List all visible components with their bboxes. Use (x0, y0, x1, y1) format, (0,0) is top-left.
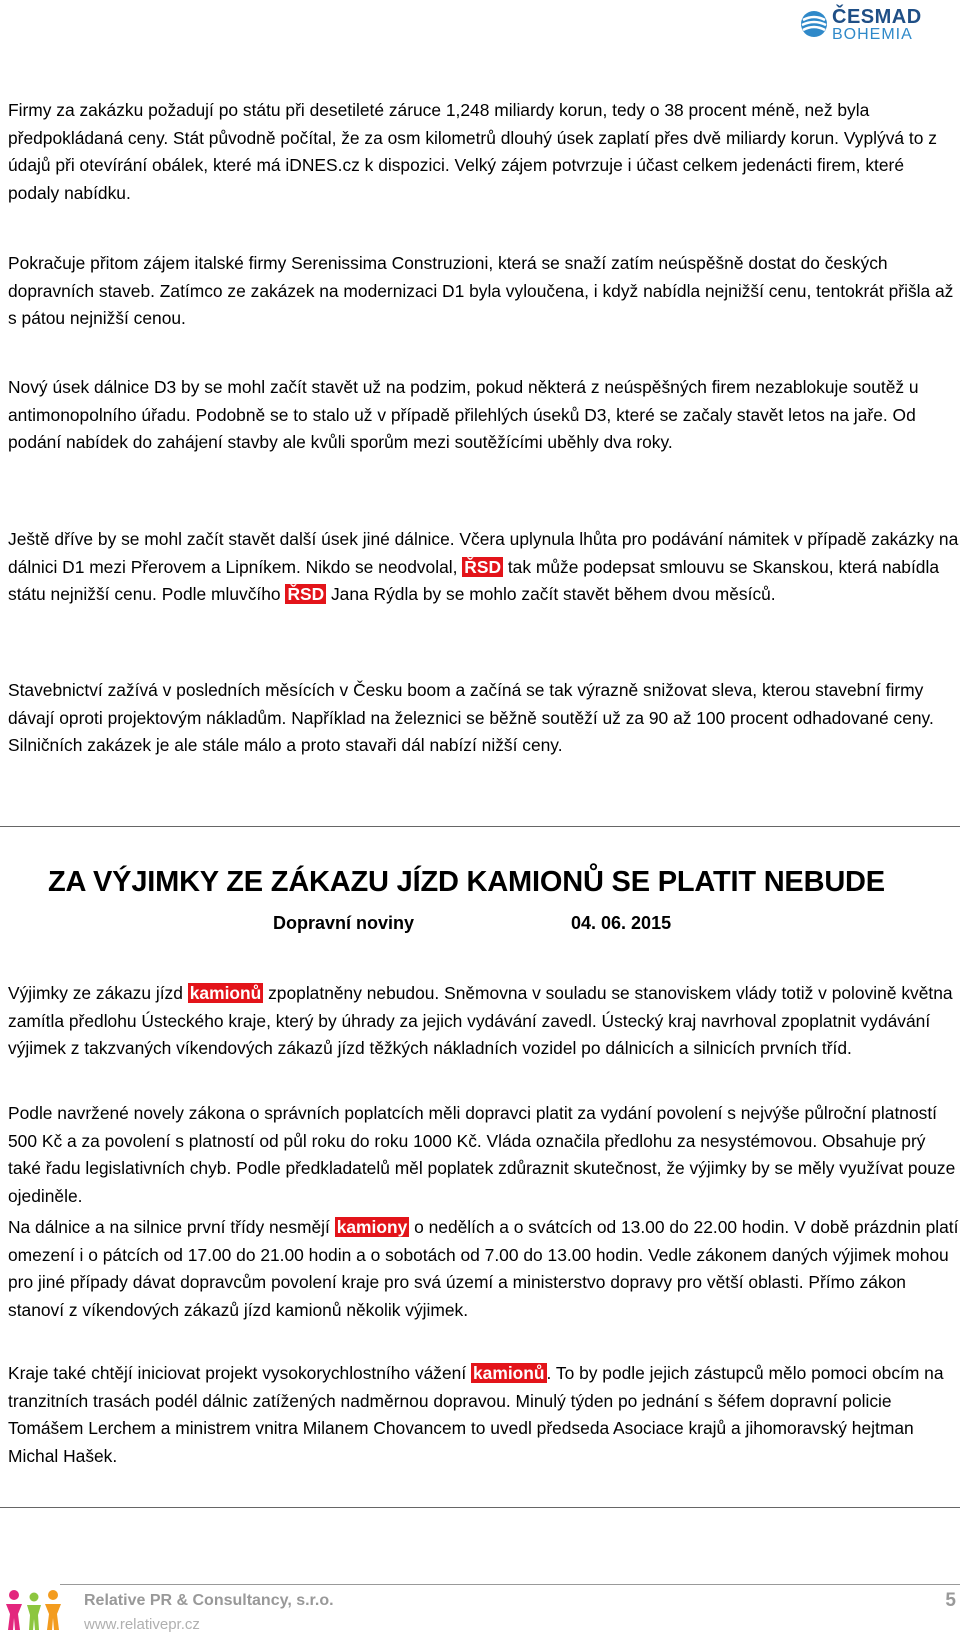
section-divider (0, 1507, 960, 1508)
highlight-rsd: ŘSD (464, 556, 502, 577)
article1-paragraph-2: Pokračuje přitom zájem italské firmy Serenissima Construzioni, která se snaží zatím neúspěšně dostat do českých dopravních staveb. Zatímco ze zakázek na modernizaci D1 byla vyloučena, i když nabídla nejnižší cenu, tentokrát přišla až s pátou nejnižší cenou. (8, 253, 954, 328)
article2-source: Dopravní noviny (273, 913, 415, 933)
logo-name: ČESMAD (832, 6, 922, 28)
globe-icon (800, 10, 828, 38)
article2-date: 04. 06. 2015 (571, 913, 672, 933)
article2-paragraph-2: Podle navržené novely zákona o správních poplatcích měli dopravci platit za vydání povolení s nejvýše půlroční platností 500 Kč a za povolení s platností od půl roku do roku 1000 Kč. Vláda označila předlohu za nesystémovou. Obsahuje prý také řadu legislativních chyb. Podle předkladatelů měl poplatek zdůraznit skutečnost, že výjimky by se měly využívat pouze ojediněle. (8, 1103, 956, 1206)
article2-paragraph-1 (8, 980, 960, 1063)
paragraph-text: Kraje také chtějí iniciovat projekt vysokorychlostního vážení (8, 1363, 472, 1383)
paragraph-text: Na dálnice a na silnice první třídy nesmějí (8, 1217, 335, 1237)
paragraph-text: Jana Rýdla by se mohlo začít stavět během dvou měsíců. (326, 584, 776, 604)
article1-paragraph-4 (8, 526, 960, 609)
article1-paragraph-1: Firmy za zakázku požadují po státu při desetileté záruce 1,248 miliardy korun, tedy o 38 procent méně, než byla předpokládaná ceny. Stát původně počítal, že za osm kilometrů dlouhý úsek zaplatí přes dvě miliardy korun. Vyplývá to z údajů při otevírání obálek, které má iDNES.cz k dispozici. Velký zájem potvrzuje i účast celkem jedenácti firem, které podaly nabídku. (8, 100, 937, 203)
page-number: 5 (945, 1590, 956, 1611)
article1-paragraph-5: Stavebnictví zažívá v posledních měsících v Česku boom a začíná se tak výrazně snižovat sleva, kterou stavební firmy dávají oproti projektovým nákladům. Například na železnici se běžně soutěží už za 90 až 100 procent odhadované ceny. Silničních zakázek je ale stále málo a proto stavaři dál nabízí nižší ceny. (8, 680, 934, 755)
paragraph-text: Ještě dříve by se mohl začít stavět další úsek jiné dálnice. Včera uplynula lhůta pro podávání námitek v případě zakázky na dálnici D1 mezi Přerovem a Lipníkem. Nikdo se neodvolal, (8, 529, 959, 577)
highlight-kamionu: kamionů (473, 1363, 545, 1383)
footer-company: Relative PR & Consultancy, s.r.o. (84, 1592, 334, 1609)
paragraph-text: . To by podle jejich zástupců mělo pomoci obcím na tranzitních trasách podél dálnic zatížených nadměrnou dopravou. Minulý týden po jednání s šéfem dopravní policie Tomášem Lerchem a ministrem vnitra Milanem Chovancem to uvedl předseda Asociace krajů a jihomoravský hejtman Michal Hašek. (8, 1363, 944, 1466)
section-divider (0, 826, 960, 827)
article1-paragraph-3: Nový úsek dálnice D3 by se mohl začít stavět už na podzim, pokud některá z neúspěšných firem nezablokuje soutěž u antimonopolního úřadu. Podobně se to stalo už v případě přilehlých úseků D3, které se začaly stavět letos na jaře. Od podání nabídek do zahájení stavby ale kvůli sporům mezi soutěžícími uběhly dva roky. (8, 377, 919, 452)
article2-paragraph-3 (8, 1214, 960, 1324)
footer-divider (60, 1584, 960, 1585)
cesmad-logo (800, 8, 954, 44)
paragraph-text: Výjimky ze zákazu jízd (8, 983, 188, 1003)
paragraph-text: zpoplatněny nebudou. Sněmovna v souladu se stanoviskem vlády totiž v polovině května zamítla předlohu Ústeckého kraje, který by úhrady za jejich vydávání zavedl. Ústecký kraj navrhoval zpoplatnit vydávání výjimek z takzvaných víkendových zákazů jízd těžkých nákladních vozidel po dálnicích a silnicích prvních tříd. (8, 983, 953, 1058)
paragraph-text: tak může podepsat smlouvu se Skanskou, která nabídla státu nejnižší cenu. Podle mluvčího (8, 556, 939, 604)
people-logo-icon (4, 1588, 68, 1632)
logo-subtitle: BOHEMIA (832, 26, 913, 43)
highlight-kamionu: kamionů (189, 983, 262, 1003)
highlight-kamiony: kamiony (336, 1217, 408, 1237)
article2-paragraph-4 (8, 1360, 960, 1470)
paragraph-text: o nedělích a o svátcích od 13.00 do 22.00 hodin. V době prázdnin platí omezení i o pátcích od 17.00 do 21.00 hodin a o sobotách od 7.00 do 13.00 hodin. Vedle zákonem daných výjimek mohou pro jiné případy dávat dopravcům povolení kraje pro svá území a ministerstvo dopravy pro větší oblasti. Přímo zákon stanoví z víkendových zákazů jízd kamionů několik výjimek. (8, 1217, 959, 1320)
highlight-rsd: ŘSD (287, 584, 325, 604)
footer-website-link[interactable]: www.relativepr.cz (84, 1616, 200, 1633)
article2-headline: ZA VÝJIMKY ZE ZÁKAZU JÍZD KAMIONŮ SE PLATIT NEBUDE (48, 866, 885, 898)
